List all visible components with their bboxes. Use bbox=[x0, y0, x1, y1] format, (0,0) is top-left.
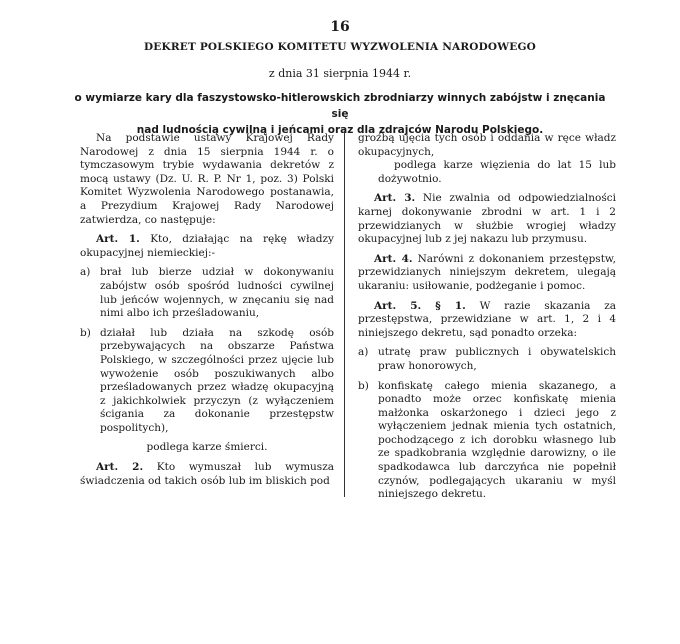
preamble: Na podstawie ustawy Krajowej Rady Narodowej z dnia 15 sierpnia 1944 r. o tymczasowym trybie wydawania dekretów z mocą ustawy (Dz. U. R. P. Nr 1, poz. 3) Polski Komitet Wyzwolenia Narodowego postanawia, a Prezydium Krajowej Rady Narodowej zatwierdza, co następuje: bbox=[80, 132, 334, 226]
article-4 bbox=[358, 253, 616, 294]
item-label: a) bbox=[80, 266, 91, 279]
article-3 bbox=[358, 192, 616, 246]
article-1-penalty: podlega karze śmierci. bbox=[146, 441, 268, 454]
article-1-label: Art. 1. bbox=[96, 233, 140, 246]
article-3-text: Nie zwalnia od odpowiedzialności karnej dokonywanie zbrodni w art. 1 i 2 przewidzianych w służbie wrogiej władzy okupacyjnej lub z jej nakazu lub przymusu. bbox=[358, 192, 616, 246]
article-5-label: Art. 5. § 1. bbox=[374, 299, 466, 312]
article-5-text: W razie skazania za przestępstwa, przewidziane w art. 1, 2 i 4 niniejszego dekretu, sąd ponadto orzeka: bbox=[358, 299, 616, 339]
subject-line-2: nad ludnością cywilną i jeńcami oraz dla zdrajców Narodu Polskiego. bbox=[136, 124, 544, 136]
right-column bbox=[358, 132, 616, 502]
column-divider bbox=[344, 132, 345, 497]
item-text: utratę praw publicznych i obywatelskich praw honorowych, bbox=[378, 346, 616, 372]
article-1-text: Kto, działając na rękę władzy okupacyjnej niemieckiej:- bbox=[80, 233, 334, 259]
article-1-item-b bbox=[80, 327, 334, 436]
item-text: konfiskatę całego mienia skazanego, a ponadto może orzec konfiskatę mienia małżonka oskarżonego i dzieci jego z wyłączeniem jednak mienia tych ostatnich, pochodzącego z ich dorobku własnego lub ze spadkobrania względnie darowizny, o ile spadkodawca lub darczyńca nie popełnił czynów, podlegających ukaraniu w myśl niniejszego dekretu. bbox=[378, 379, 616, 501]
subject-line-1: o wymiarze kary dla faszystowsko-hitlerowskich zbrodniarzy winnych zabójstw i znęcania się bbox=[74, 92, 606, 120]
article-4-label: Art. 4. bbox=[374, 252, 413, 265]
item-text: brał lub bierze udział w dokonywaniu zabójstw osób spośród ludności cywilnej lub jeńców wojennych, w znęcaniu się nad nimi albo ich prześladowaniu, bbox=[100, 266, 334, 320]
article-2-penalty: podlega karze więzienia do lat 15 lub dożywotnio. bbox=[378, 159, 616, 185]
item-label: b) bbox=[80, 326, 91, 339]
decree-title: DEKRET POLSKIEGO KOMITETU WYZWOLENIA NARODOWEGO bbox=[144, 41, 536, 53]
article-2-text: Kto wymuszał lub wymusza świadczenia od takich osób lub im bliskich pod bbox=[80, 461, 334, 487]
article-5-item-b bbox=[358, 380, 616, 502]
article-2-label: Art. 2. bbox=[96, 461, 144, 474]
decree-subject bbox=[70, 90, 610, 138]
article-1 bbox=[80, 233, 334, 260]
article-2-continuation: groźbą ujęcia tych osób i oddania w ręce władz okupacyjnych, bbox=[358, 132, 616, 158]
left-column bbox=[80, 132, 334, 488]
page-number: 16 bbox=[330, 19, 350, 35]
article-4-text: Narówni z dokonaniem przestępstw, przewidzianych niniejszym dekretem, ulegają ukaraniu: usiłowanie, podżeganie i pomoc. bbox=[358, 252, 616, 292]
decree-date: z dnia 31 sierpnia 1944 r. bbox=[268, 67, 412, 80]
article-5 bbox=[358, 300, 616, 341]
article-5-item-a bbox=[358, 346, 616, 373]
article-1-item-a bbox=[80, 266, 334, 320]
article-3-label: Art. 3. bbox=[374, 192, 416, 205]
item-label: b) bbox=[358, 379, 369, 392]
item-text: działał lub działa na szkodę osób przebywających na obszarze Państwa Polskiego, w szczególności przez ujęcie lub wywożenie osób poszukiwanych albo prześladowanych przez władzę okupacyjną z jakichkolwiek przyczyn (z wyłączeniem ścigania za dokonanie przestępstw pospolitych), bbox=[100, 326, 334, 434]
article-2 bbox=[80, 461, 334, 488]
item-label: a) bbox=[358, 346, 369, 359]
